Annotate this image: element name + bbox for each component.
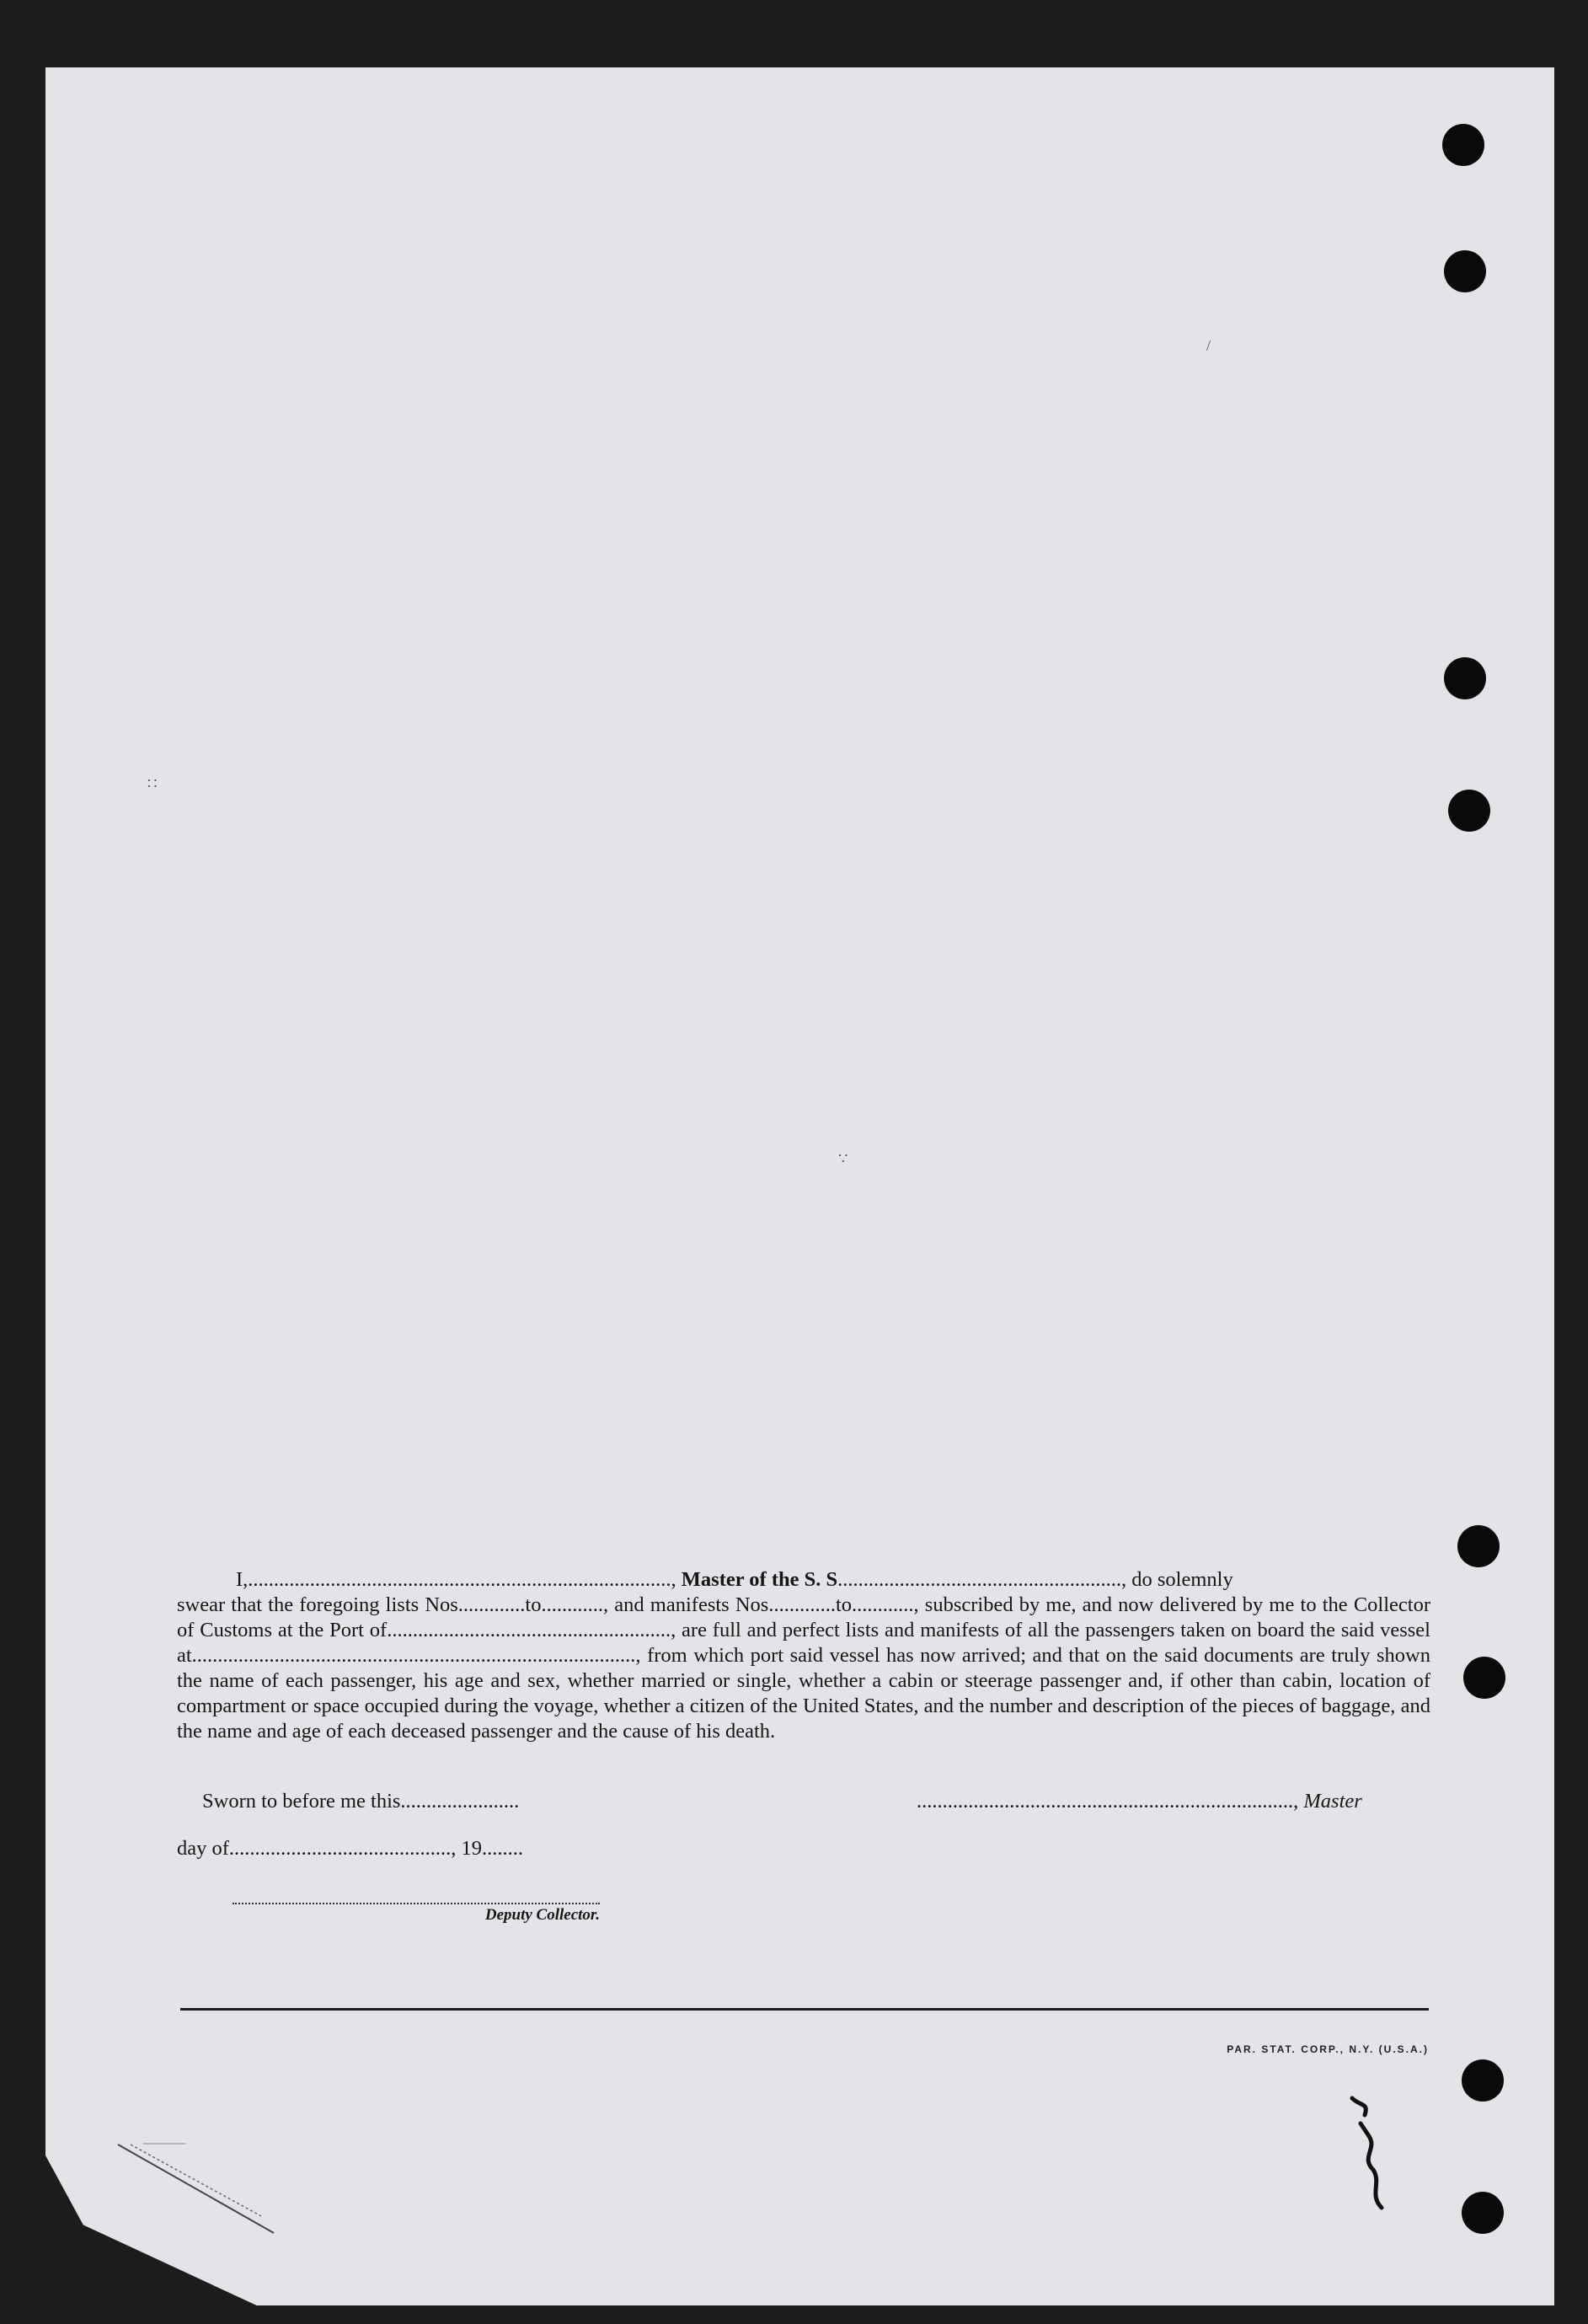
punch-hole	[1462, 2059, 1504, 2102]
oath-body: swear that the foregoing lists Nos.............to............, and manifests Nos.............to............, subscribed by me, and now delivered by me to the Collector of Customs at the Port of......................................................., are full and perfect lists and manifests of all the passengers taken on board the said vessel at......................................................................................, from which port said vessel has now arrived; and that on the said documents are truly shown the name of each passenger, his age and sex, whether married or single, whether a cabin or steerage passenger and, if other than cabin, location of compartment or space occupied during the voyage, whether a citizen of the United States, and the number and description of the pieces of baggage, and the name and age of each deceased passenger and the cause of his death.	[177, 1593, 1430, 1743]
handwritten-mark	[1335, 2090, 1403, 2216]
masters-oath	[177, 1567, 1430, 1744]
paper-speck: ∷	[147, 775, 158, 792]
oath-line1-end: ......................................................., do solemnly	[837, 1568, 1233, 1591]
paper-speck: ∵	[838, 1150, 848, 1167]
punch-hole	[1444, 250, 1486, 292]
punch-hole	[1448, 790, 1490, 832]
folded-corner	[110, 2140, 286, 2241]
master-label: Master	[1303, 1790, 1362, 1813]
punch-hole	[1442, 124, 1484, 166]
sworn-before-me: Sworn to before me this.......................	[202, 1790, 520, 1813]
punch-hole	[1457, 1525, 1500, 1567]
deputy-signature-line	[233, 1903, 600, 1904]
punch-hole	[1462, 2192, 1504, 2234]
printer-imprint: PAR. STAT. CORP., N.Y. (U.S.A.)	[1227, 2043, 1429, 2055]
day-of-line: day of..........................................., 19........	[177, 1837, 524, 1860]
oath-line1-start: I,..................................................................................,	[236, 1568, 682, 1591]
punch-hole	[1444, 657, 1486, 699]
deputy-collector-label: Deputy Collector.	[484, 1906, 600, 1924]
paper-speck: /	[1206, 337, 1211, 354]
master-dotted-line: .........................................................................,	[917, 1790, 1299, 1813]
master-signature-line	[917, 1790, 1362, 1813]
manifest-back-page	[45, 67, 1554, 2305]
punch-hole	[1463, 1657, 1505, 1699]
oath-master-of-ss: Master of the S. S	[681, 1568, 838, 1591]
footer-rule	[180, 2008, 1429, 2011]
